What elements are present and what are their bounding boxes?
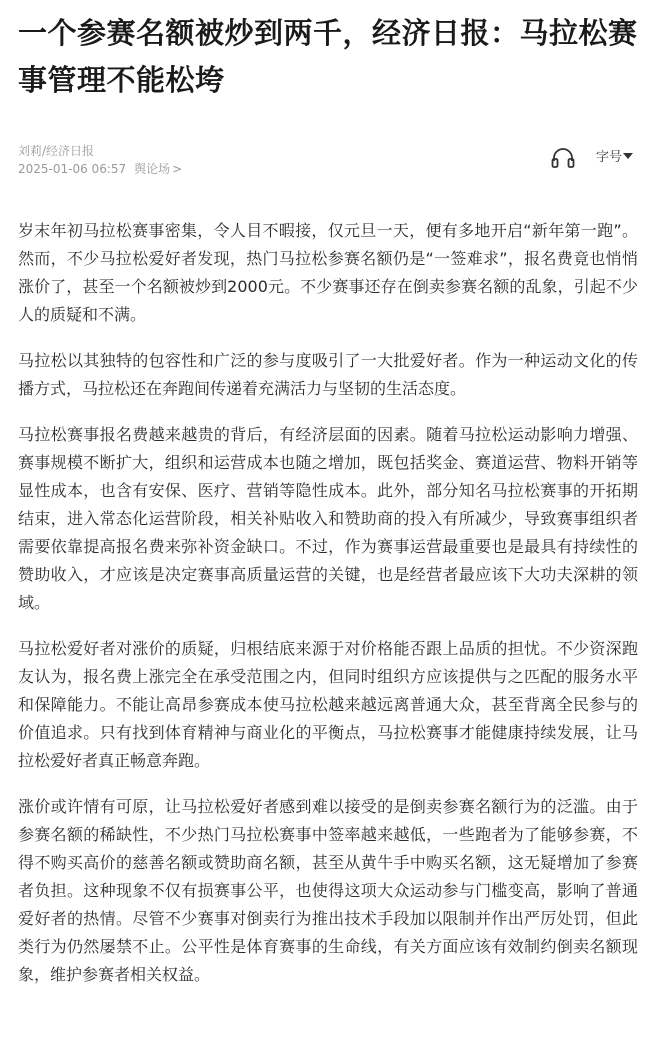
author-source: 刘莉/经济日报 xyxy=(18,144,95,158)
article-paragraph: 岁末年初马拉松赛事密集，令人目不暇接，仅元旦一天，便有多地开启“新年第一跑”。然而，不少马拉松爱好者发现，热门马拉松参赛名额仍是“一签难求”，报名费竟也悄悄涨价了，甚至一个名额被炒到2000元。不少赛事还存在倒卖参赛名额的乱象，引起不少人的质疑和不满。 xyxy=(18,221,638,324)
article-title: 一个参赛名额被炒到两千，经济日报：马拉松赛事管理不能松垮 xyxy=(18,16,638,97)
article-paragraph: 马拉松爱好者对涨价的质疑，归根结底来源于对价格能否跟上品质的担忧。不少资深跑友认为，报名费上涨完全在承受范围之内，但同时组织方应该提供与之匹配的服务水平和保障能力。不能让高昂参赛成本使马拉松越来越远离普通大众，甚至背离全民参与的价值追求。只有找到体育精神与商业化的平衡点，马拉松赛事才能健康持续发展，让马拉松爱好者真正畅意奔跑。 xyxy=(18,639,638,770)
article-paragraph: 涨价或许情有可原，让马拉松爱好者感到难以接受的是倒卖参赛名额行为的泛滥。由于参赛名额的稀缺性，不少热门马拉松赛事中签率越来越低，一些跑者为了能够参赛，不得不购买高价的慈善名额或赞助商名额，甚至从黄牛手中购买名额，这无疑增加了参赛者负担。这种现象不仅有损赛事公平，也使得这项大众运动参与门槛变高，影响了普通爱好者的热情。尽管不少赛事对倒卖行为推出技术手段加以限制并作出严厉处罚，但此类行为仍然屡禁不止。公平性是体育赛事的生命线，有关方面应该有效制约倒卖名额现象，维护参赛者相关权益。 xyxy=(18,797,638,984)
article-body xyxy=(18,217,638,1007)
headphones-icon[interactable] xyxy=(551,146,575,168)
font-size-button[interactable] xyxy=(596,149,633,167)
font-size-label: 字号 xyxy=(596,150,623,165)
article-paragraph: 马拉松赛事报名费越来越贵的背后，有经济层面的因素。随着马拉松运动影响力增强、赛事规模不断扩大，组织和运营成本也随之增加，既包括奖金、赛道运营、物料开销等显性成本，也含有安保、医疗、营销等隐性成本。此外，部分知名马拉松赛事的开拓期结束，进入常态化运营阶段，相关补贴收入和赞助商的投入有所减少，导致赛事组织者需要依靠提高报名费来弥补资金缺口。不过，作为赛事运营最重要也是最具有持续性的赞助收入，才应该是决定赛事高质量运营的关键，也是经营者最应该下大功夫深耕的领域。 xyxy=(18,425,638,612)
article-paragraph: 马拉松以其独特的包容性和广泛的参与度吸引了一大批爱好者。作为一种运动文化的传播方式，马拉松还在奔跑间传递着充满活力与坚韧的生活态度。 xyxy=(18,351,638,398)
publish-timestamp: 2025-01-06 06:57 xyxy=(18,162,127,176)
forum-link[interactable] xyxy=(134,162,182,176)
caret-down-icon xyxy=(623,153,633,159)
forum-link-label: 舆论场 xyxy=(134,162,171,176)
article-meta xyxy=(18,142,182,178)
forum-link-arrow: > xyxy=(172,162,183,176)
meta-second-row xyxy=(18,160,182,178)
